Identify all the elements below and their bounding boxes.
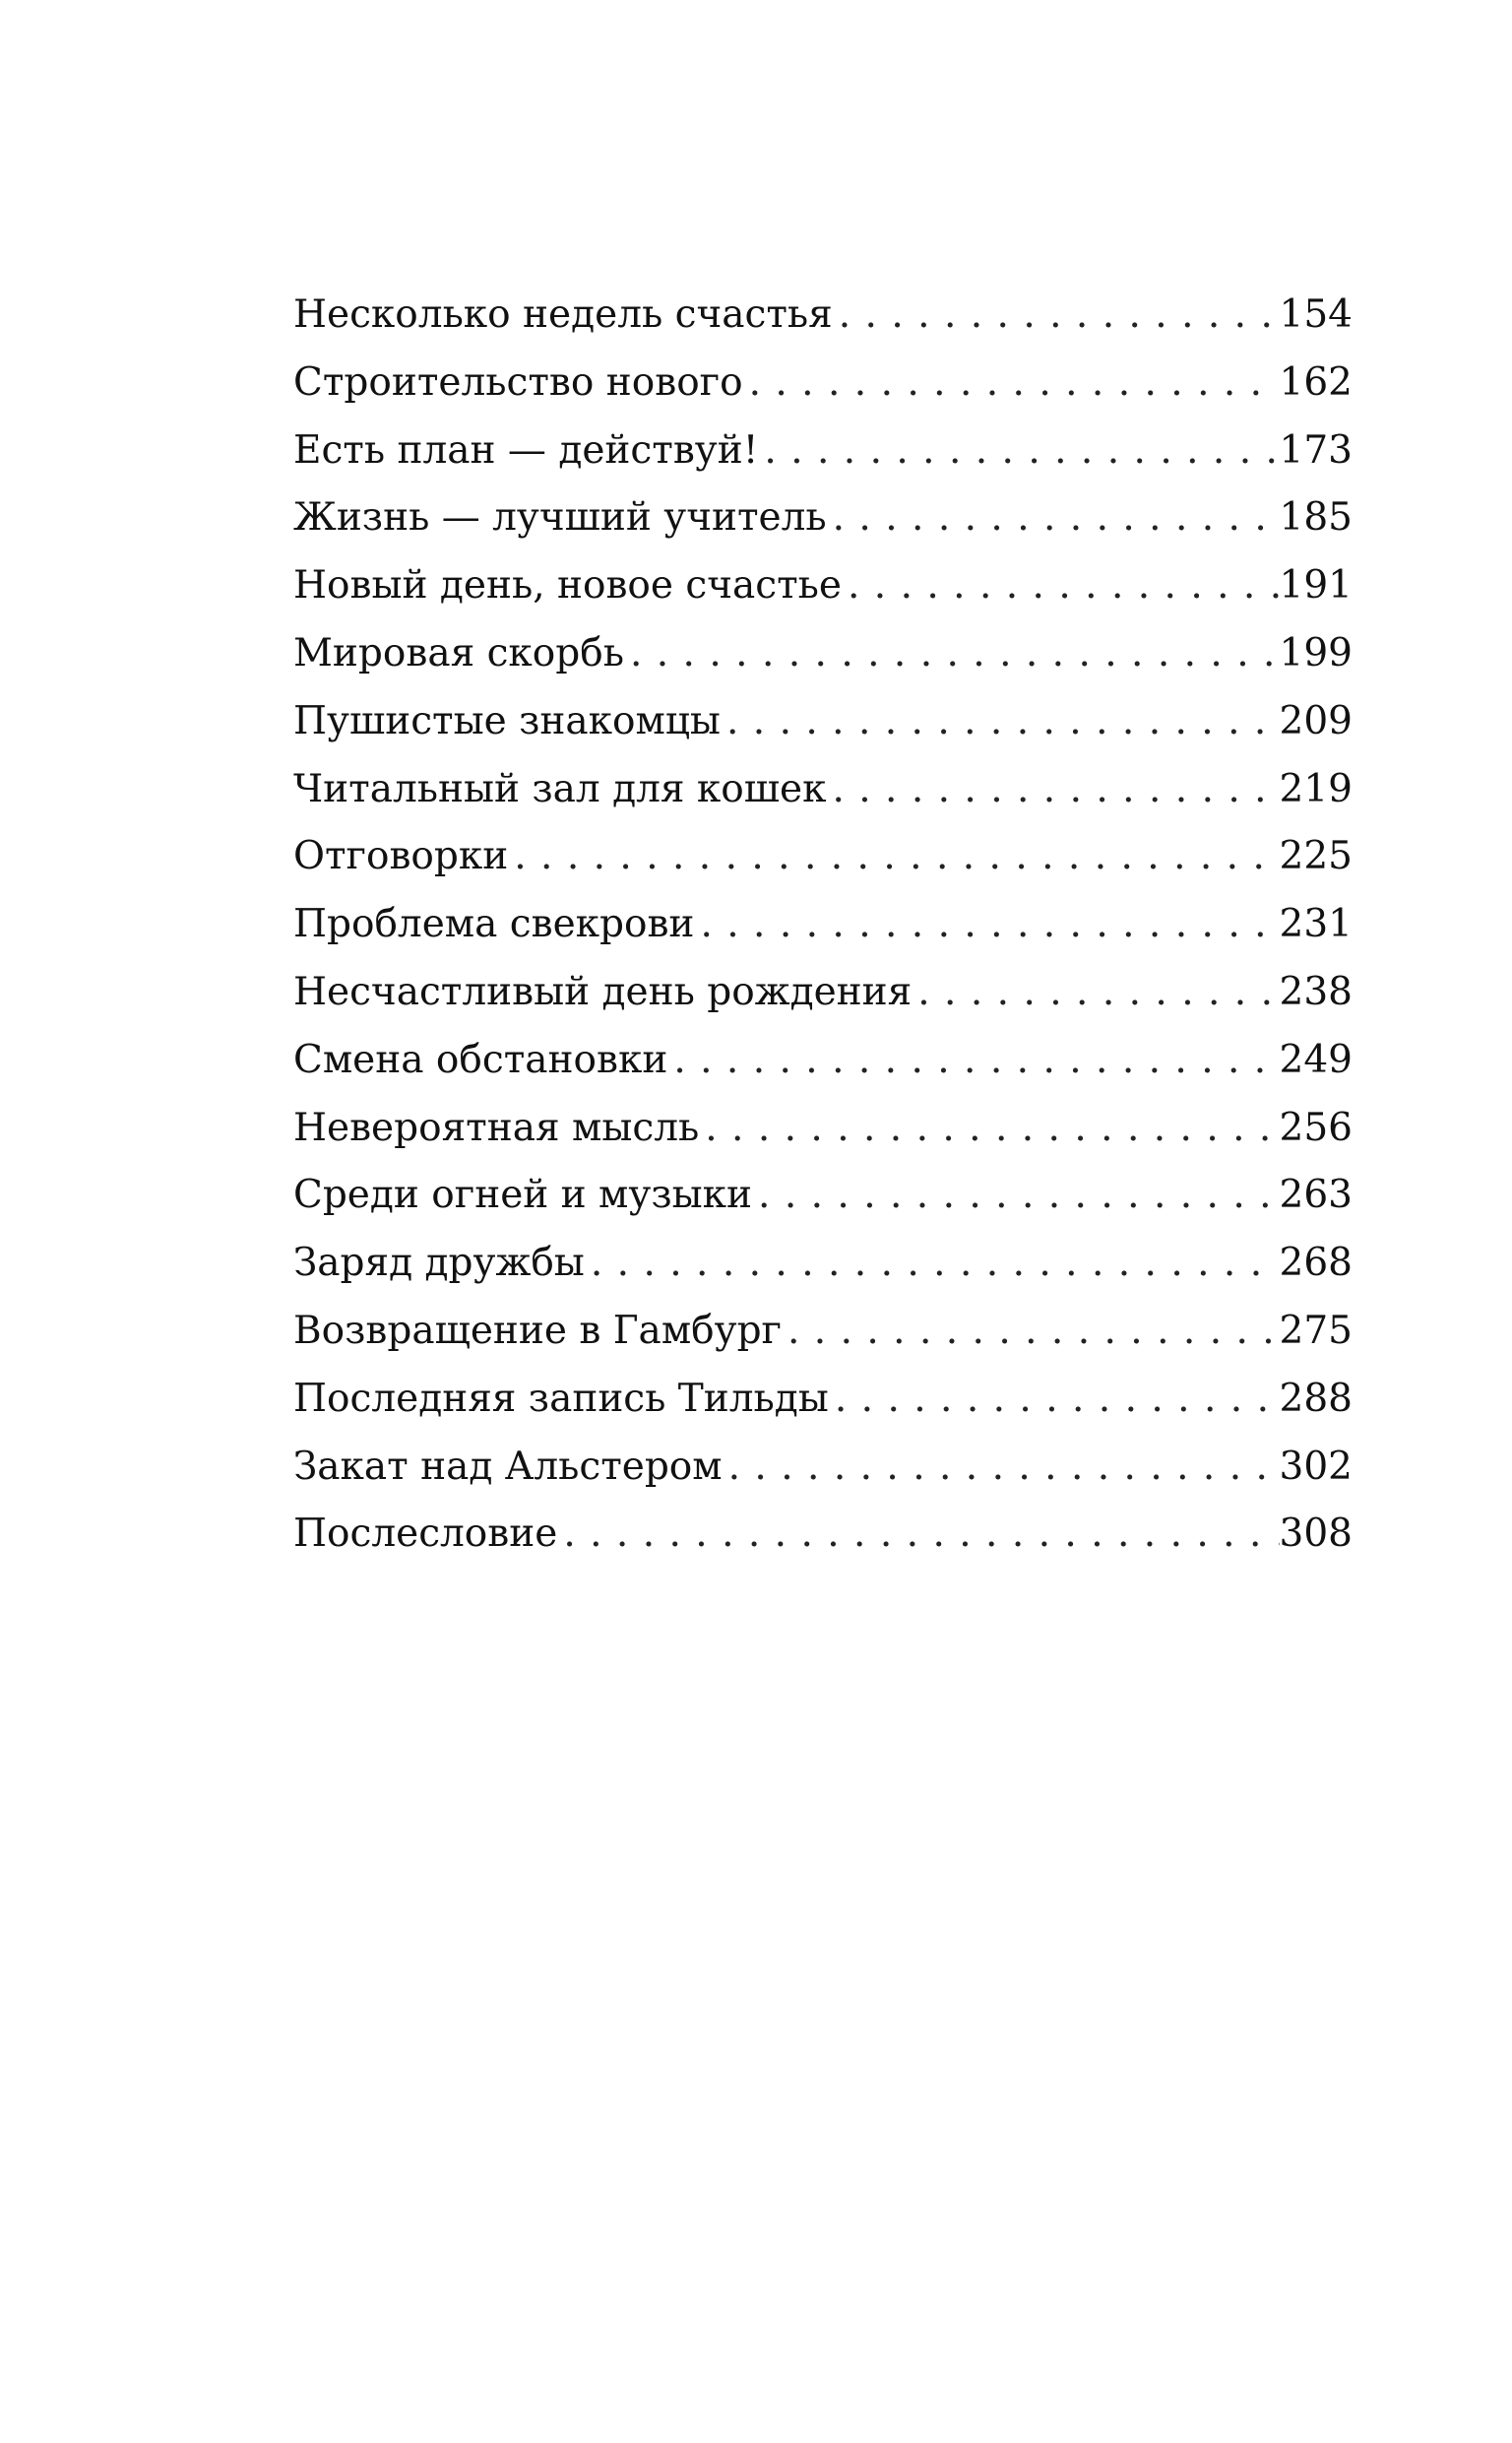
- toc-entry-page: 191: [1279, 563, 1353, 609]
- dot-leader: [826, 756, 1279, 824]
- toc-entry: [293, 688, 1353, 756]
- toc-entry-page: 238: [1279, 969, 1353, 1014]
- toc-entry-title: Новый день, новое счастье: [293, 563, 842, 609]
- dot-leader: [721, 688, 1280, 756]
- toc-entry-page: 249: [1279, 1037, 1353, 1082]
- toc-entry-title: Смена обстановки: [293, 1037, 668, 1082]
- dot-leader: [842, 552, 1280, 620]
- dot-leader: [557, 1501, 1279, 1569]
- toc-entry-title: Послесловие: [293, 1511, 558, 1557]
- table-of-contents: [293, 282, 1353, 1569]
- dot-leader: [912, 959, 1279, 1027]
- toc-entry-page: 225: [1279, 834, 1353, 879]
- toc-entry-title: Несчастливый день рождения: [293, 969, 913, 1014]
- toc-entry-title: Отговорки: [293, 834, 509, 879]
- toc-entry-title: Заряд дружбы: [293, 1241, 585, 1286]
- dot-leader: [723, 1434, 1280, 1502]
- toc-entry-title: Возвращение в Гамбург: [293, 1308, 782, 1353]
- toc-entry-page: 256: [1279, 1105, 1353, 1150]
- toc-entry-page: 162: [1279, 359, 1353, 405]
- toc-entry: [293, 1027, 1353, 1095]
- toc-entry: [293, 823, 1353, 891]
- dot-leader: [829, 1366, 1280, 1434]
- dot-leader: [699, 1095, 1279, 1163]
- dot-leader: [667, 1027, 1279, 1095]
- toc-entry-page: 219: [1279, 766, 1353, 811]
- toc-entry-title: Невероятная мысль: [293, 1105, 700, 1150]
- toc-entry: [293, 350, 1353, 418]
- toc-entry: [293, 959, 1353, 1027]
- toc-entry-title: Пушистые знакомцы: [293, 698, 721, 743]
- dot-leader: [585, 1230, 1280, 1298]
- toc-entry: [293, 1434, 1353, 1502]
- toc-entry-page: 308: [1279, 1511, 1353, 1557]
- toc-entry-title: Есть план — действуй!: [293, 427, 759, 473]
- toc-entry-page: 231: [1279, 902, 1353, 947]
- dot-leader: [782, 1298, 1280, 1366]
- dot-leader: [694, 891, 1279, 959]
- toc-entry-title: Мировая скорбь: [293, 630, 624, 675]
- dot-leader: [743, 350, 1280, 418]
- dot-leader: [758, 418, 1279, 485]
- toc-entry-title: Строительство нового: [293, 359, 743, 405]
- toc-entry: [293, 552, 1353, 620]
- toc-entry-page: 199: [1279, 630, 1353, 675]
- dot-leader: [508, 823, 1279, 891]
- toc-entry: [293, 891, 1353, 959]
- toc-entry: [293, 282, 1353, 350]
- toc-entry-page: 263: [1279, 1173, 1353, 1218]
- toc-entry-page: 209: [1279, 698, 1353, 743]
- toc-entry: [293, 1162, 1353, 1230]
- toc-entry: [293, 1230, 1353, 1298]
- toc-entry: [293, 1501, 1353, 1569]
- toc-entry-page: 154: [1279, 292, 1353, 337]
- toc-entry: [293, 484, 1353, 552]
- toc-entry-title: Среди огней и музыки: [293, 1173, 753, 1218]
- toc-entry: [293, 1095, 1353, 1163]
- toc-entry-page: 268: [1279, 1241, 1353, 1286]
- toc-entry: [293, 756, 1353, 824]
- toc-entry-page: 173: [1279, 427, 1353, 473]
- dot-leader: [827, 484, 1280, 552]
- toc-entry: [293, 620, 1353, 688]
- toc-entry-page: 302: [1279, 1444, 1353, 1489]
- toc-entry-title: Закат над Альстером: [293, 1444, 723, 1489]
- toc-entry-page: 185: [1279, 495, 1353, 541]
- toc-entry-title: Проблема свекрови: [293, 902, 695, 947]
- toc-entry-title: Жизнь — лучший учитель: [293, 495, 827, 541]
- dot-leader: [752, 1162, 1280, 1230]
- toc-entry: [293, 1298, 1353, 1366]
- toc-entry-page: 275: [1279, 1308, 1353, 1353]
- dot-leader: [833, 282, 1280, 350]
- dot-leader: [624, 620, 1280, 688]
- toc-entry-title: Читальный зал для кошек: [293, 766, 827, 811]
- toc-entry-title: Последняя запись Тильды: [293, 1376, 829, 1421]
- toc-entry: [293, 1366, 1353, 1434]
- toc-entry-page: 288: [1279, 1376, 1353, 1421]
- toc-entry: [293, 418, 1353, 485]
- toc-entry-title: Несколько недель счастья: [293, 292, 833, 337]
